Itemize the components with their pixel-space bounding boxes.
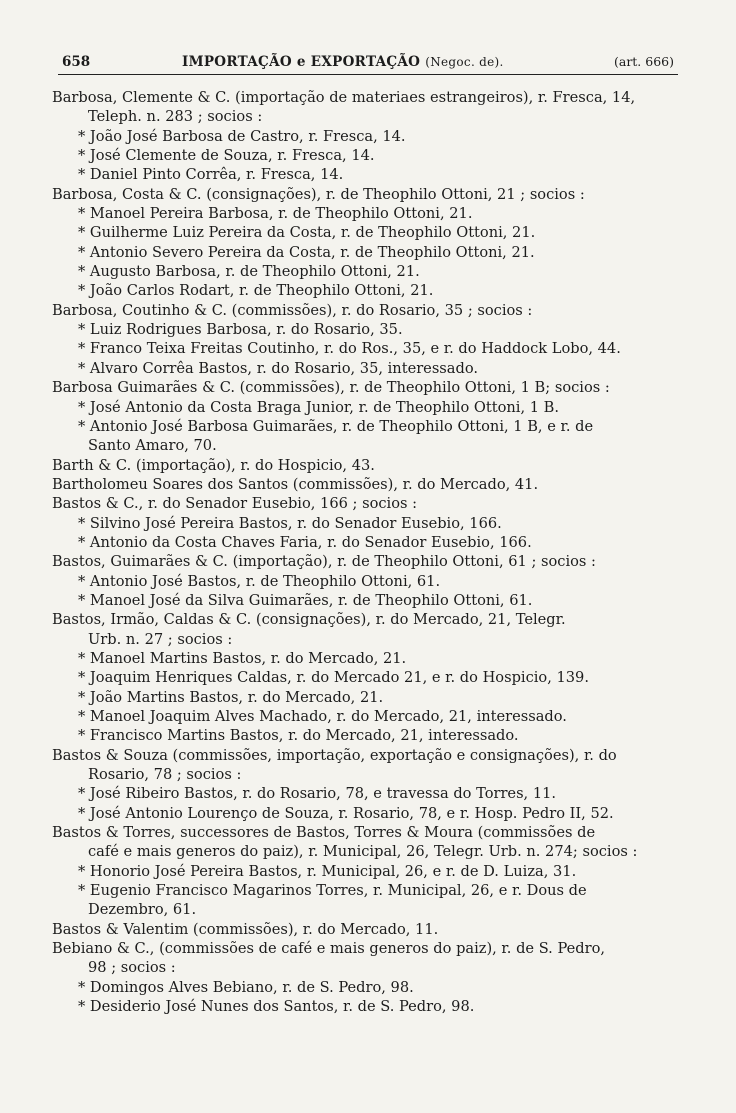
title-suffix: (Negoc. de).	[425, 55, 504, 69]
partner-entry: * Manoel José da Silva Guimarães, r. de Theophilo Ottoni, 61.	[78, 591, 533, 609]
firm-entry: Bastos, Guimarães & C. (importação), r. de Theophilo Ottoni, 61 ; socios :	[52, 553, 596, 571]
firm-entry: Bartholomeu Soares dos Santos (commissões), r. do Mercado, 41.	[52, 475, 539, 493]
partner-entry: * José Antonio da Costa Braga Junior, r. de Theophilo Ottoni, 1 B.	[78, 398, 560, 416]
entry-continuation: Teleph. n. 283 ; socios :	[88, 108, 263, 126]
partner-entry: * João Martins Bastos, r. do Mercado, 21.	[78, 688, 384, 706]
partner-entry: * Augusto Barbosa, r. de Theophilo Ottoni, 21.	[78, 263, 420, 281]
partner-entry: * João José Barbosa de Castro, r. Fresca, 14.	[78, 127, 406, 145]
partner-entry: * Alvaro Corrêa Bastos, r. do Rosario, 35, interessado.	[78, 359, 479, 377]
partner-entry: * Guilherme Luiz Pereira da Costa, r. de Theophilo Ottoni, 21.	[78, 224, 536, 242]
entry-continuation: Dezembro, 61.	[88, 901, 197, 919]
firm-entry: Bastos, Irmão, Caldas & C. (consignações), r. do Mercado, 21, Telegr.	[52, 611, 566, 629]
partner-entry: * João Carlos Rodart, r. de Theophilo Ottoni, 21.	[78, 282, 434, 300]
directory-entries	[52, 88, 692, 1017]
partner-entry: * Eugenio Francisco Magarinos Torres, r. Municipal, 26, e r. Dous de	[78, 882, 587, 900]
firm-entry: Bastos & Souza (commissões, importação, exportação e consignações), r. do	[52, 746, 617, 764]
firm-entry: Barbosa, Clemente & C. (importação de materiaes estrangeiros), r. Fresca, 14,	[52, 89, 636, 106]
partner-entry: * Franco Teixa Freitas Coutinho, r. do Ros., 35, e r. do Haddock Lobo, 44.	[78, 340, 621, 358]
partner-entry: * Antonio José Bastos, r. de Theophilo Ottoni, 61.	[78, 572, 441, 590]
firm-entry: Barbosa Guimarães & C. (commissões), r. de Theophilo Ottoni, 1 B; socios :	[52, 379, 610, 397]
entry-continuation: Urb. n. 27 ; socios :	[88, 630, 233, 648]
title-text: IMPORTAÇÃO e EXPORTAÇÃO	[182, 54, 421, 70]
partner-entry: * José Ribeiro Bastos, r. do Rosario, 78, e travessa do Torres, 11.	[78, 785, 557, 803]
firm-entry: Barbosa, Coutinho & C. (commissões), r. do Rosario, 35 ; socios :	[52, 301, 533, 319]
firm-entry: Barbosa, Costa & C. (consignações), r. de Theophilo Ottoni, 21 ; socios :	[52, 185, 585, 203]
partner-entry: * Domingos Alves Bebiano, r. de S. Pedro, 98.	[78, 978, 414, 996]
page-header	[62, 54, 674, 76]
partner-entry: * Joaquim Henriques Caldas, r. do Mercado 21, e r. do Hospicio, 139.	[78, 669, 589, 687]
partner-entry: * José Clemente de Souza, r. Fresca, 14.	[78, 147, 375, 165]
partner-entry: * Francisco Martins Bastos, r. do Mercado, 21, interessado.	[78, 727, 519, 745]
page-number: 658	[62, 54, 91, 70]
partner-entry: * Desiderio José Nunes dos Santos, r. de S. Pedro, 98.	[78, 998, 475, 1016]
partner-entry: * Silvino José Pereira Bastos, r. do Senador Eusebio, 166.	[78, 514, 502, 532]
partner-entry: * Honorio José Pereira Bastos, r. Municipal, 26, e r. de D. Luiza, 31.	[78, 862, 577, 880]
entry-continuation: café e mais generos do paiz), r. Municipal, 26, Telegr. Urb. n. 274; socios :	[88, 843, 638, 861]
partner-entry: * José Antonio Lourenço de Souza, r. Rosario, 78, e r. Hosp. Pedro II, 52.	[78, 804, 614, 822]
firm-entry: Bastos & Valentim (commissões), r. do Mercado, 11.	[52, 920, 439, 938]
entry-continuation: 98 ; socios :	[88, 959, 176, 977]
page-title	[182, 54, 504, 70]
partner-entry: * Antonio Severo Pereira da Costa, r. de Theophilo Ottoni, 21.	[78, 243, 535, 261]
partner-entry: * Manoel Martins Bastos, r. do Mercado, 21.	[78, 649, 407, 667]
partner-entry: * Manoel Pereira Barbosa, r. de Theophilo Ottoni, 21.	[78, 205, 473, 223]
partner-entry: * Antonio da Costa Chaves Faria, r. do Senador Eusebio, 166.	[78, 533, 532, 551]
partner-entry: * Luiz Rodrigues Barbosa, r. do Rosario, 35.	[78, 321, 403, 339]
firm-entry: Bastos & Torres, successores de Bastos, Torres & Moura (commissões de	[52, 824, 596, 842]
partner-entry: * Antonio José Barbosa Guimarães, r. de Theophilo Ottoni, 1 B, e r. de	[78, 417, 594, 435]
article-number: (art. 666)	[613, 54, 674, 69]
entry-continuation: Rosario, 78 ; socios :	[88, 766, 242, 784]
partner-entry: * Daniel Pinto Corrêa, r. Fresca, 14.	[78, 166, 344, 184]
firm-entry: Barth & C. (importação), r. do Hospicio, 43.	[52, 456, 375, 474]
header-rule	[58, 74, 678, 75]
entry-continuation: Santo Amaro, 70.	[88, 437, 217, 455]
partner-entry: * Manoel Joaquim Alves Machado, r. do Mercado, 21, interessado.	[78, 708, 567, 725]
firm-entry: Bebiano & C., (commissões de café e mais generos do paiz), r. de S. Pedro,	[52, 940, 606, 958]
firm-entry: Bastos & C., r. do Senador Eusebio, 166 ; socios :	[52, 495, 418, 513]
